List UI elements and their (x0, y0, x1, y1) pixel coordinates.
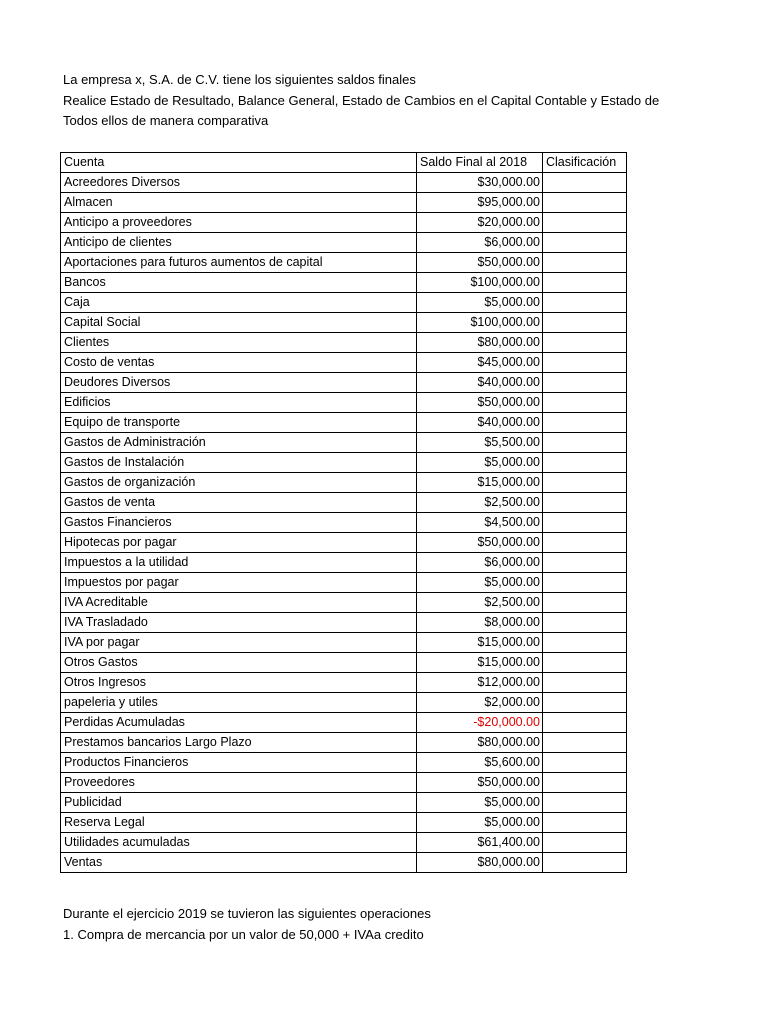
cell-cuenta: Aportaciones para futuros aumentos de capital (61, 253, 417, 273)
cell-cuenta: Proveedores (61, 773, 417, 793)
cell-saldo: $15,000.00 (417, 473, 543, 493)
cell-clasificacion[interactable] (543, 693, 627, 713)
cell-saldo: $30,000.00 (417, 173, 543, 193)
cell-cuenta: Impuestos por pagar (61, 573, 417, 593)
cell-clasificacion[interactable] (543, 273, 627, 293)
table-row (61, 573, 627, 593)
cell-saldo: $5,600.00 (417, 753, 543, 773)
table-row (61, 213, 627, 233)
balances-table (60, 152, 627, 873)
cell-saldo: $5,000.00 (417, 453, 543, 473)
cell-cuenta: Almacen (61, 193, 417, 213)
cell-saldo: -$20,000.00 (417, 713, 543, 733)
table-body (61, 173, 627, 873)
cell-cuenta: Clientes (61, 333, 417, 353)
cell-clasificacion[interactable] (543, 253, 627, 273)
cell-saldo: $50,000.00 (417, 393, 543, 413)
intro-line-3: Todos ellos de manera comparativa (63, 113, 269, 128)
cell-clasificacion[interactable] (543, 653, 627, 673)
table-row (61, 353, 627, 373)
cell-cuenta: Reserva Legal (61, 813, 417, 833)
cell-cuenta: IVA Trasladado (61, 613, 417, 633)
table-row (61, 613, 627, 633)
cell-saldo: $80,000.00 (417, 333, 543, 353)
header-cuenta: Cuenta (61, 153, 417, 173)
table-row (61, 693, 627, 713)
cell-saldo: $5,000.00 (417, 573, 543, 593)
cell-saldo: $40,000.00 (417, 373, 543, 393)
cell-clasificacion[interactable] (543, 333, 627, 353)
table-row (61, 393, 627, 413)
cell-clasificacion[interactable] (543, 213, 627, 233)
cell-clasificacion[interactable] (543, 513, 627, 533)
cell-clasificacion[interactable] (543, 633, 627, 653)
cell-saldo: $5,000.00 (417, 793, 543, 813)
table-row (61, 513, 627, 533)
cell-clasificacion[interactable] (543, 553, 627, 573)
cell-clasificacion[interactable] (543, 533, 627, 553)
intro-line-2: Realice Estado de Resultado, Balance General, Estado de Cambios en el Capital Contable y Estado de (63, 93, 660, 108)
table-row (61, 293, 627, 313)
cell-cuenta: Utilidades acumuladas (61, 833, 417, 853)
cell-cuenta: Gastos de Instalación (61, 453, 417, 473)
cell-clasificacion[interactable] (543, 413, 627, 433)
table-row (61, 253, 627, 273)
cell-cuenta: Acreedores Diversos (61, 173, 417, 193)
table-row (61, 493, 627, 513)
cell-clasificacion[interactable] (543, 473, 627, 493)
cell-saldo: $6,000.00 (417, 233, 543, 253)
cell-saldo: $2,500.00 (417, 593, 543, 613)
table-row (61, 633, 627, 653)
intro-line-1: La empresa x, S.A. de C.V. tiene los siguientes saldos finales (63, 72, 416, 87)
operation-item-1: 1. Compra de mercancia por un valor de 50,000 + IVAa credito (63, 927, 424, 942)
cell-cuenta: Caja (61, 293, 417, 313)
table-row (61, 833, 627, 853)
cell-saldo: $100,000.00 (417, 273, 543, 293)
cell-clasificacion[interactable] (543, 293, 627, 313)
table-row (61, 533, 627, 553)
cell-saldo: $50,000.00 (417, 773, 543, 793)
table-header-row (61, 153, 627, 173)
table-row (61, 373, 627, 393)
cell-saldo: $6,000.00 (417, 553, 543, 573)
cell-saldo: $20,000.00 (417, 213, 543, 233)
table-row (61, 793, 627, 813)
cell-clasificacion[interactable] (543, 353, 627, 373)
cell-saldo: $95,000.00 (417, 193, 543, 213)
cell-cuenta: Gastos de Administración (61, 433, 417, 453)
cell-cuenta: Productos Financieros (61, 753, 417, 773)
cell-cuenta: Gastos de venta (61, 493, 417, 513)
cell-saldo: $100,000.00 (417, 313, 543, 333)
cell-cuenta: Otros Ingresos (61, 673, 417, 693)
cell-cuenta: Hipotecas por pagar (61, 533, 417, 553)
cell-clasificacion[interactable] (543, 393, 627, 413)
table-row (61, 233, 627, 253)
cell-cuenta: Deudores Diversos (61, 373, 417, 393)
cell-clasificacion[interactable] (543, 573, 627, 593)
cell-cuenta: papeleria y utiles (61, 693, 417, 713)
cell-cuenta: Edificios (61, 393, 417, 413)
cell-clasificacion[interactable] (543, 853, 627, 873)
cell-clasificacion[interactable] (543, 233, 627, 253)
table-row (61, 673, 627, 693)
cell-cuenta: Gastos de organización (61, 473, 417, 493)
cell-clasificacion[interactable] (543, 733, 627, 753)
table-row (61, 333, 627, 353)
cell-saldo: $12,000.00 (417, 673, 543, 693)
cell-saldo: $45,000.00 (417, 353, 543, 373)
cell-cuenta: Ventas (61, 853, 417, 873)
cell-saldo: $2,000.00 (417, 693, 543, 713)
cell-cuenta: Anticipo de clientes (61, 233, 417, 253)
cell-saldo: $5,500.00 (417, 433, 543, 453)
cell-clasificacion[interactable] (543, 673, 627, 693)
cell-saldo: $50,000.00 (417, 253, 543, 273)
cell-cuenta: Gastos Financieros (61, 513, 417, 533)
cell-clasificacion[interactable] (543, 453, 627, 473)
cell-clasificacion[interactable] (543, 773, 627, 793)
cell-cuenta: Otros Gastos (61, 653, 417, 673)
cell-cuenta: IVA Acreditable (61, 593, 417, 613)
cell-saldo: $50,000.00 (417, 533, 543, 553)
table-row (61, 773, 627, 793)
cell-clasificacion[interactable] (543, 313, 627, 333)
table-row (61, 273, 627, 293)
cell-cuenta: IVA por pagar (61, 633, 417, 653)
cell-clasificacion[interactable] (543, 793, 627, 813)
cell-clasificacion[interactable] (543, 613, 627, 633)
cell-clasificacion[interactable] (543, 373, 627, 393)
table-row (61, 713, 627, 733)
header-saldo: Saldo Final al 2018 (417, 153, 543, 173)
table-row (61, 653, 627, 673)
cell-saldo: $8,000.00 (417, 613, 543, 633)
cell-cuenta: Equipo de transporte (61, 413, 417, 433)
cell-saldo: $15,000.00 (417, 653, 543, 673)
cell-clasificacion[interactable] (543, 813, 627, 833)
table-row (61, 853, 627, 873)
table-row (61, 553, 627, 573)
cell-saldo: $4,500.00 (417, 513, 543, 533)
cell-cuenta: Bancos (61, 273, 417, 293)
table-row (61, 733, 627, 753)
cell-cuenta: Publicidad (61, 793, 417, 813)
cell-clasificacion[interactable] (543, 833, 627, 853)
operations-intro: Durante el ejercicio 2019 se tuvieron las siguientes operaciones (63, 906, 431, 921)
cell-cuenta: Prestamos bancarios Largo Plazo (61, 733, 417, 753)
table-row (61, 453, 627, 473)
cell-clasificacion[interactable] (543, 593, 627, 613)
table-row (61, 813, 627, 833)
cell-saldo: $80,000.00 (417, 733, 543, 753)
cell-clasificacion[interactable] (543, 713, 627, 733)
cell-cuenta: Costo de ventas (61, 353, 417, 373)
cell-cuenta: Capital Social (61, 313, 417, 333)
cell-saldo: $61,400.00 (417, 833, 543, 853)
cell-saldo: $5,000.00 (417, 813, 543, 833)
cell-clasificacion[interactable] (543, 493, 627, 513)
table-row (61, 753, 627, 773)
table-row (61, 193, 627, 213)
cell-clasificacion[interactable] (543, 193, 627, 213)
table-row (61, 313, 627, 333)
table-row (61, 433, 627, 453)
cell-cuenta: Perdidas Acumuladas (61, 713, 417, 733)
cell-saldo: $2,500.00 (417, 493, 543, 513)
cell-clasificacion[interactable] (543, 433, 627, 453)
table-row (61, 593, 627, 613)
table-row (61, 473, 627, 493)
cell-saldo: $15,000.00 (417, 633, 543, 653)
cell-saldo: $5,000.00 (417, 293, 543, 313)
table-row (61, 413, 627, 433)
cell-cuenta: Anticipo a proveedores (61, 213, 417, 233)
cell-saldo: $80,000.00 (417, 853, 543, 873)
cell-clasificacion[interactable] (543, 753, 627, 773)
cell-clasificacion[interactable] (543, 173, 627, 193)
header-clasificacion: Clasificación (543, 153, 627, 173)
cell-cuenta: Impuestos a la utilidad (61, 553, 417, 573)
table-row (61, 173, 627, 193)
cell-saldo: $40,000.00 (417, 413, 543, 433)
